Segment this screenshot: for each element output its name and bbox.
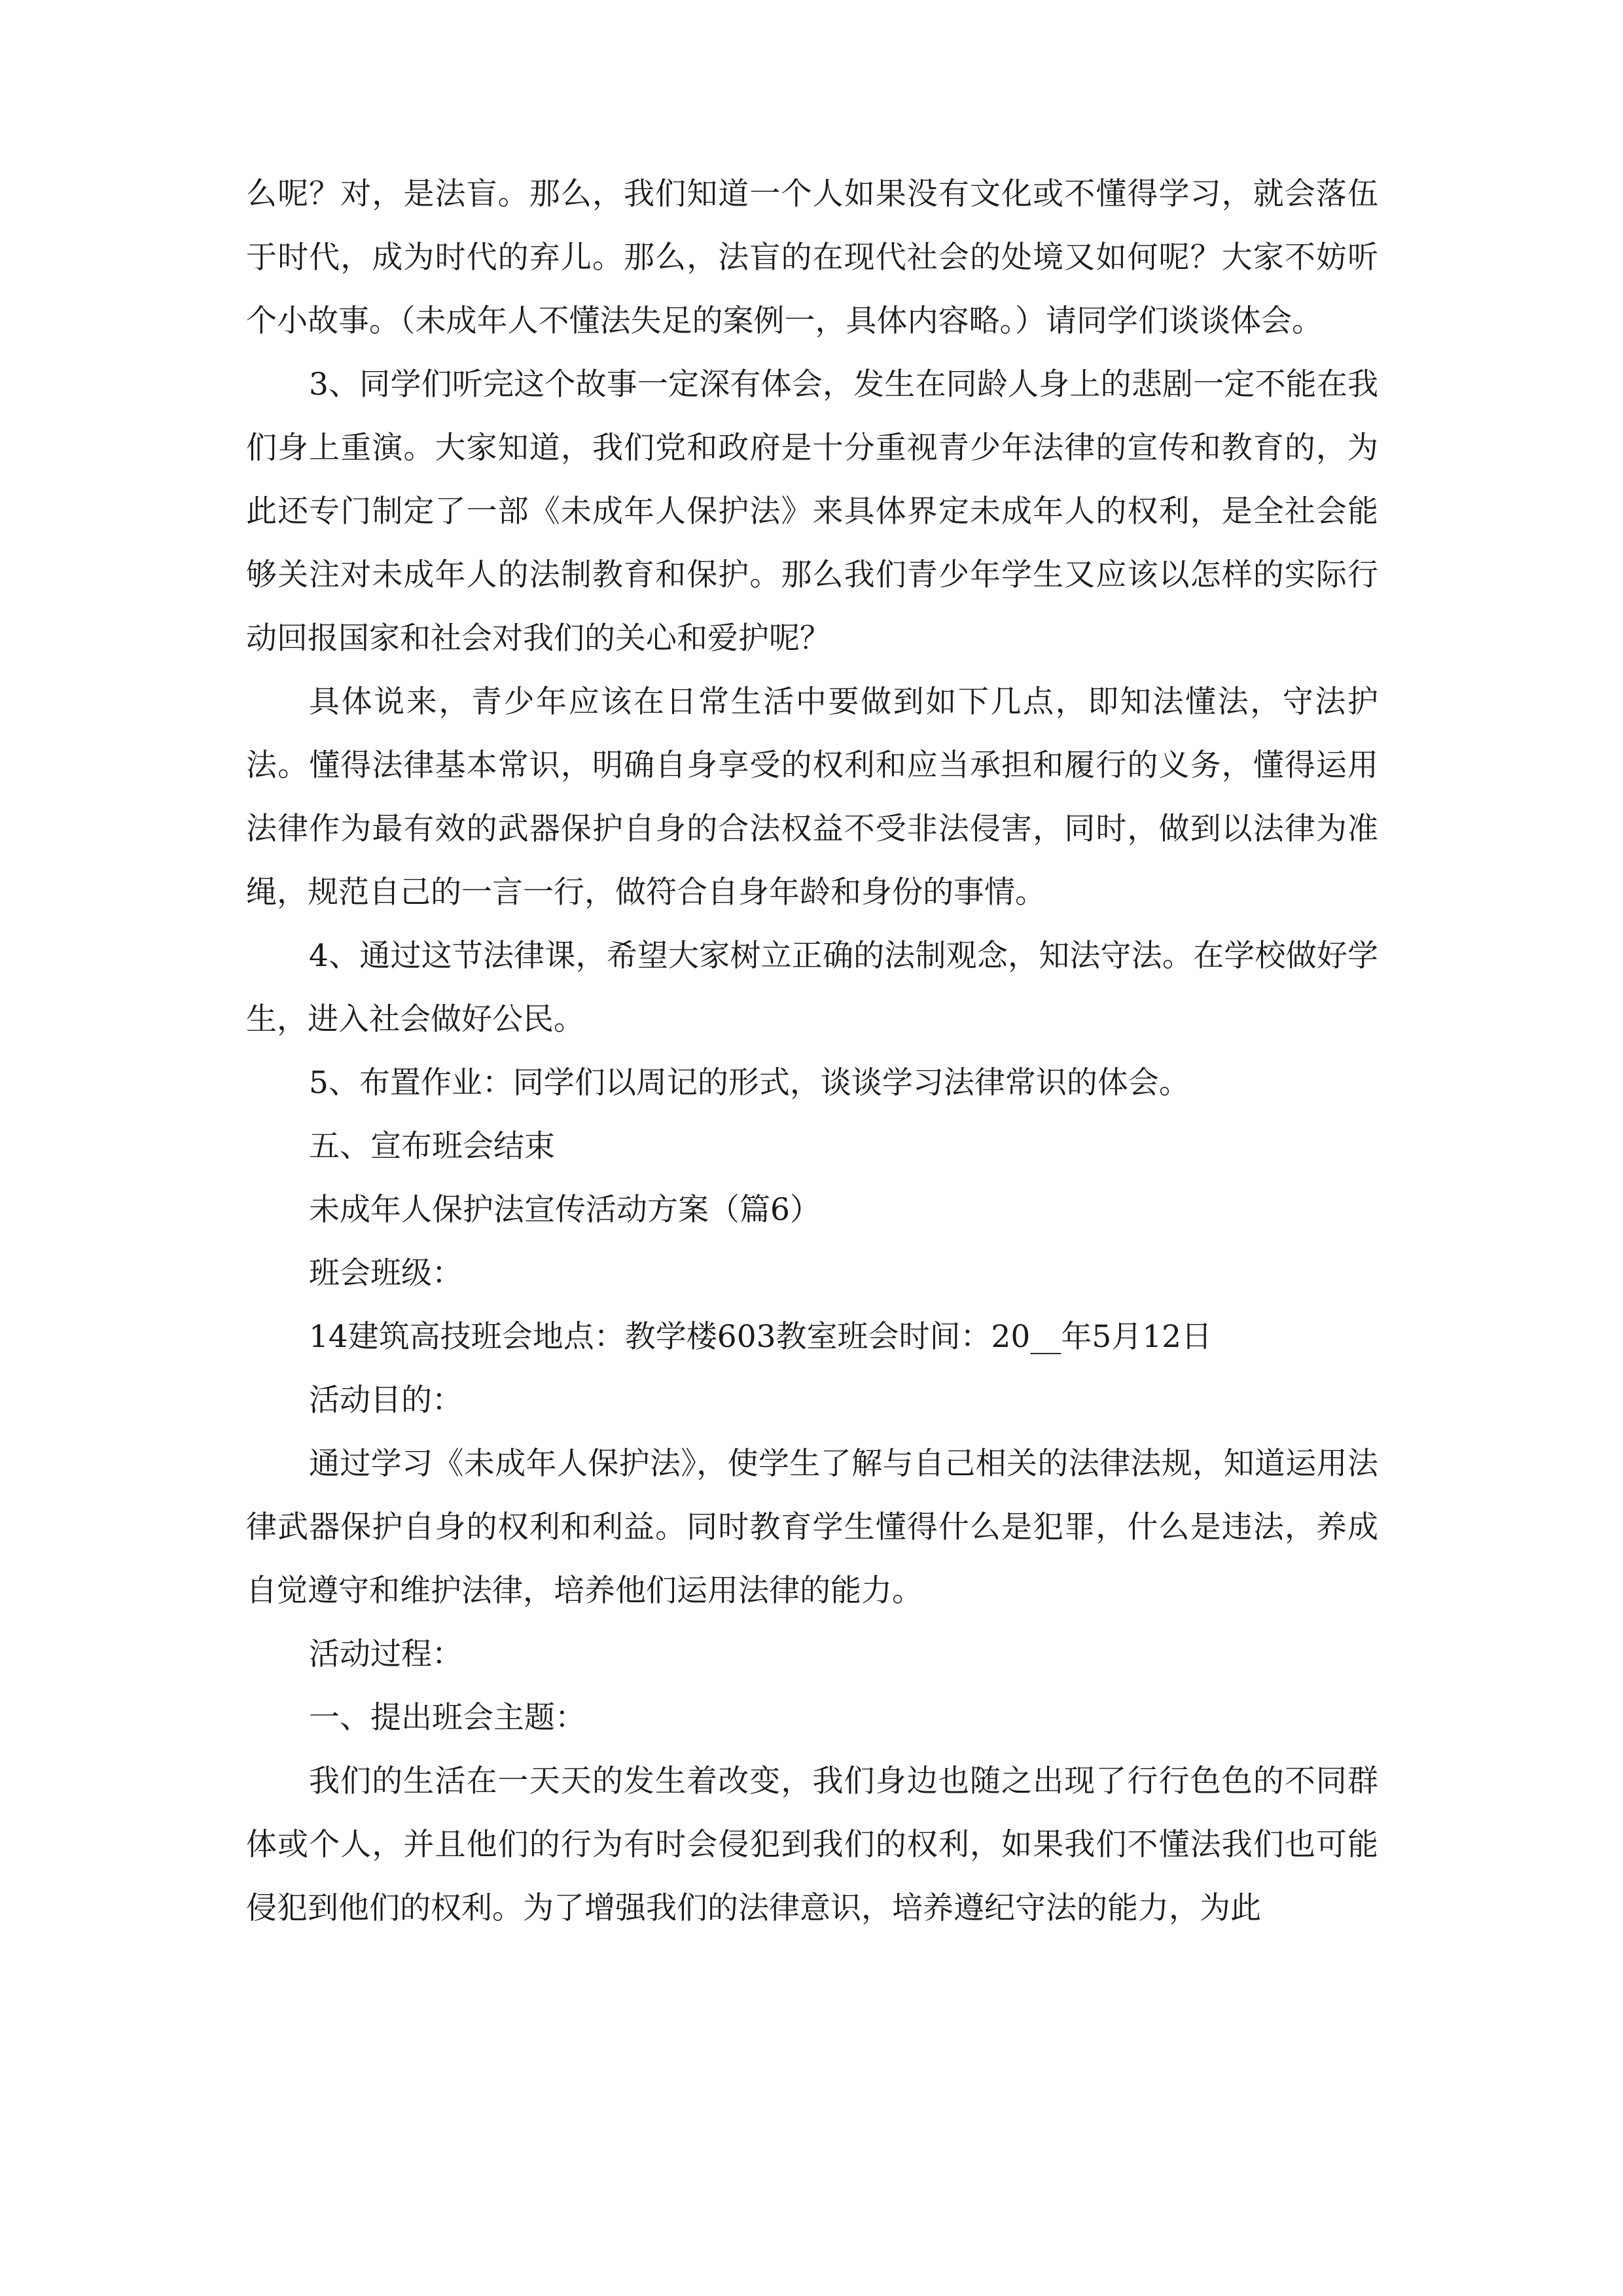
section-heading-theme: 一、提出班会主题： <box>309 1700 586 1736</box>
paragraph-specifics: 具体说来，青少年应该在日常生活中要做到如下几点，即知法懂法，守法护法。懂得法律基本常识，明确自身享受的权利和应当承担和履行的义务，懂得运用法律作为最有效的武器保护自身的合法权益不受非法侵害，同时，做到以法律为准绳，规范自己的一言一行，做符合自身年龄和身份的事情。 <box>246 684 1378 910</box>
label-class-name: 班会班级： <box>309 1255 463 1291</box>
paragraph-case-story: 么呢？对，是法盲。那么，我们知道一个人如果没有文化或不懂得学习，就会落伍于时代，成为时代的弃儿。那么，法盲的在现代社会的处境又如何呢？大家不妨听个小故事。（未成年人不懂法失足的案例一，具体内容略。）请同学们谈谈体会。 <box>246 176 1378 339</box>
label-activity-process: 活动过程： <box>309 1636 463 1672</box>
paragraph-point-4: 4、通过这节法律课，希望大家树立正确的法制观念，知法守法。在学校做好学生，进入社会做好公民。 <box>246 938 1378 1037</box>
paragraph-point-5-homework: 5、布置作业：同学们以周记的形式，谈谈学习法律常识的体会。 <box>309 1065 1190 1101</box>
paragraph-purpose-text: 通过学习《未成年人保护法》，使学生了解与自己相关的法律法规，知道运用法律武器保护自身的权利和利益。同时教育学生懂得什么是犯罪，什么是违法，养成自觉遵守和维护法律，培养他们运用法律的能力。 <box>246 1446 1378 1609</box>
section-heading-end-meeting: 五、宣布班会结束 <box>309 1128 555 1164</box>
paragraph-point-3: 3、同学们听完这个故事一定深有体会，发生在同龄人身上的悲剧一定不能在我们身上重演。大家知道，我们党和政府是十分重视青少年法律的宣传和教育的，为此还专门制定了一部《未成年人保护法》来具体界定未成年人的权利，是全社会能够关注对未成年人的法制教育和保护。那么我们青少年学生又应该以怎样的实际行动回报国家和社会对我们的关心和爱护呢？ <box>246 367 1378 656</box>
meeting-details-line: 14建筑高技班会地点：教学楼603教室班会时间：20__年5月12日 <box>309 1319 1213 1355</box>
paragraph-theme-intro: 我们的生活在一天天的发生着改变，我们身边也随之出现了行行色色的不同群体或个人，并且他们的行为有时会侵犯到我们的权利，如果我们不懂法我们也可能侵犯到他们的权利。为了增强我们的法律意识，培养遵纪守法的能力，为此 <box>246 1763 1378 1926</box>
plan-title-part-6: 未成年人保护法宣传活动方案（篇6） <box>309 1192 821 1228</box>
document-body <box>246 162 1378 1940</box>
label-activity-purpose: 活动目的： <box>309 1382 463 1418</box>
